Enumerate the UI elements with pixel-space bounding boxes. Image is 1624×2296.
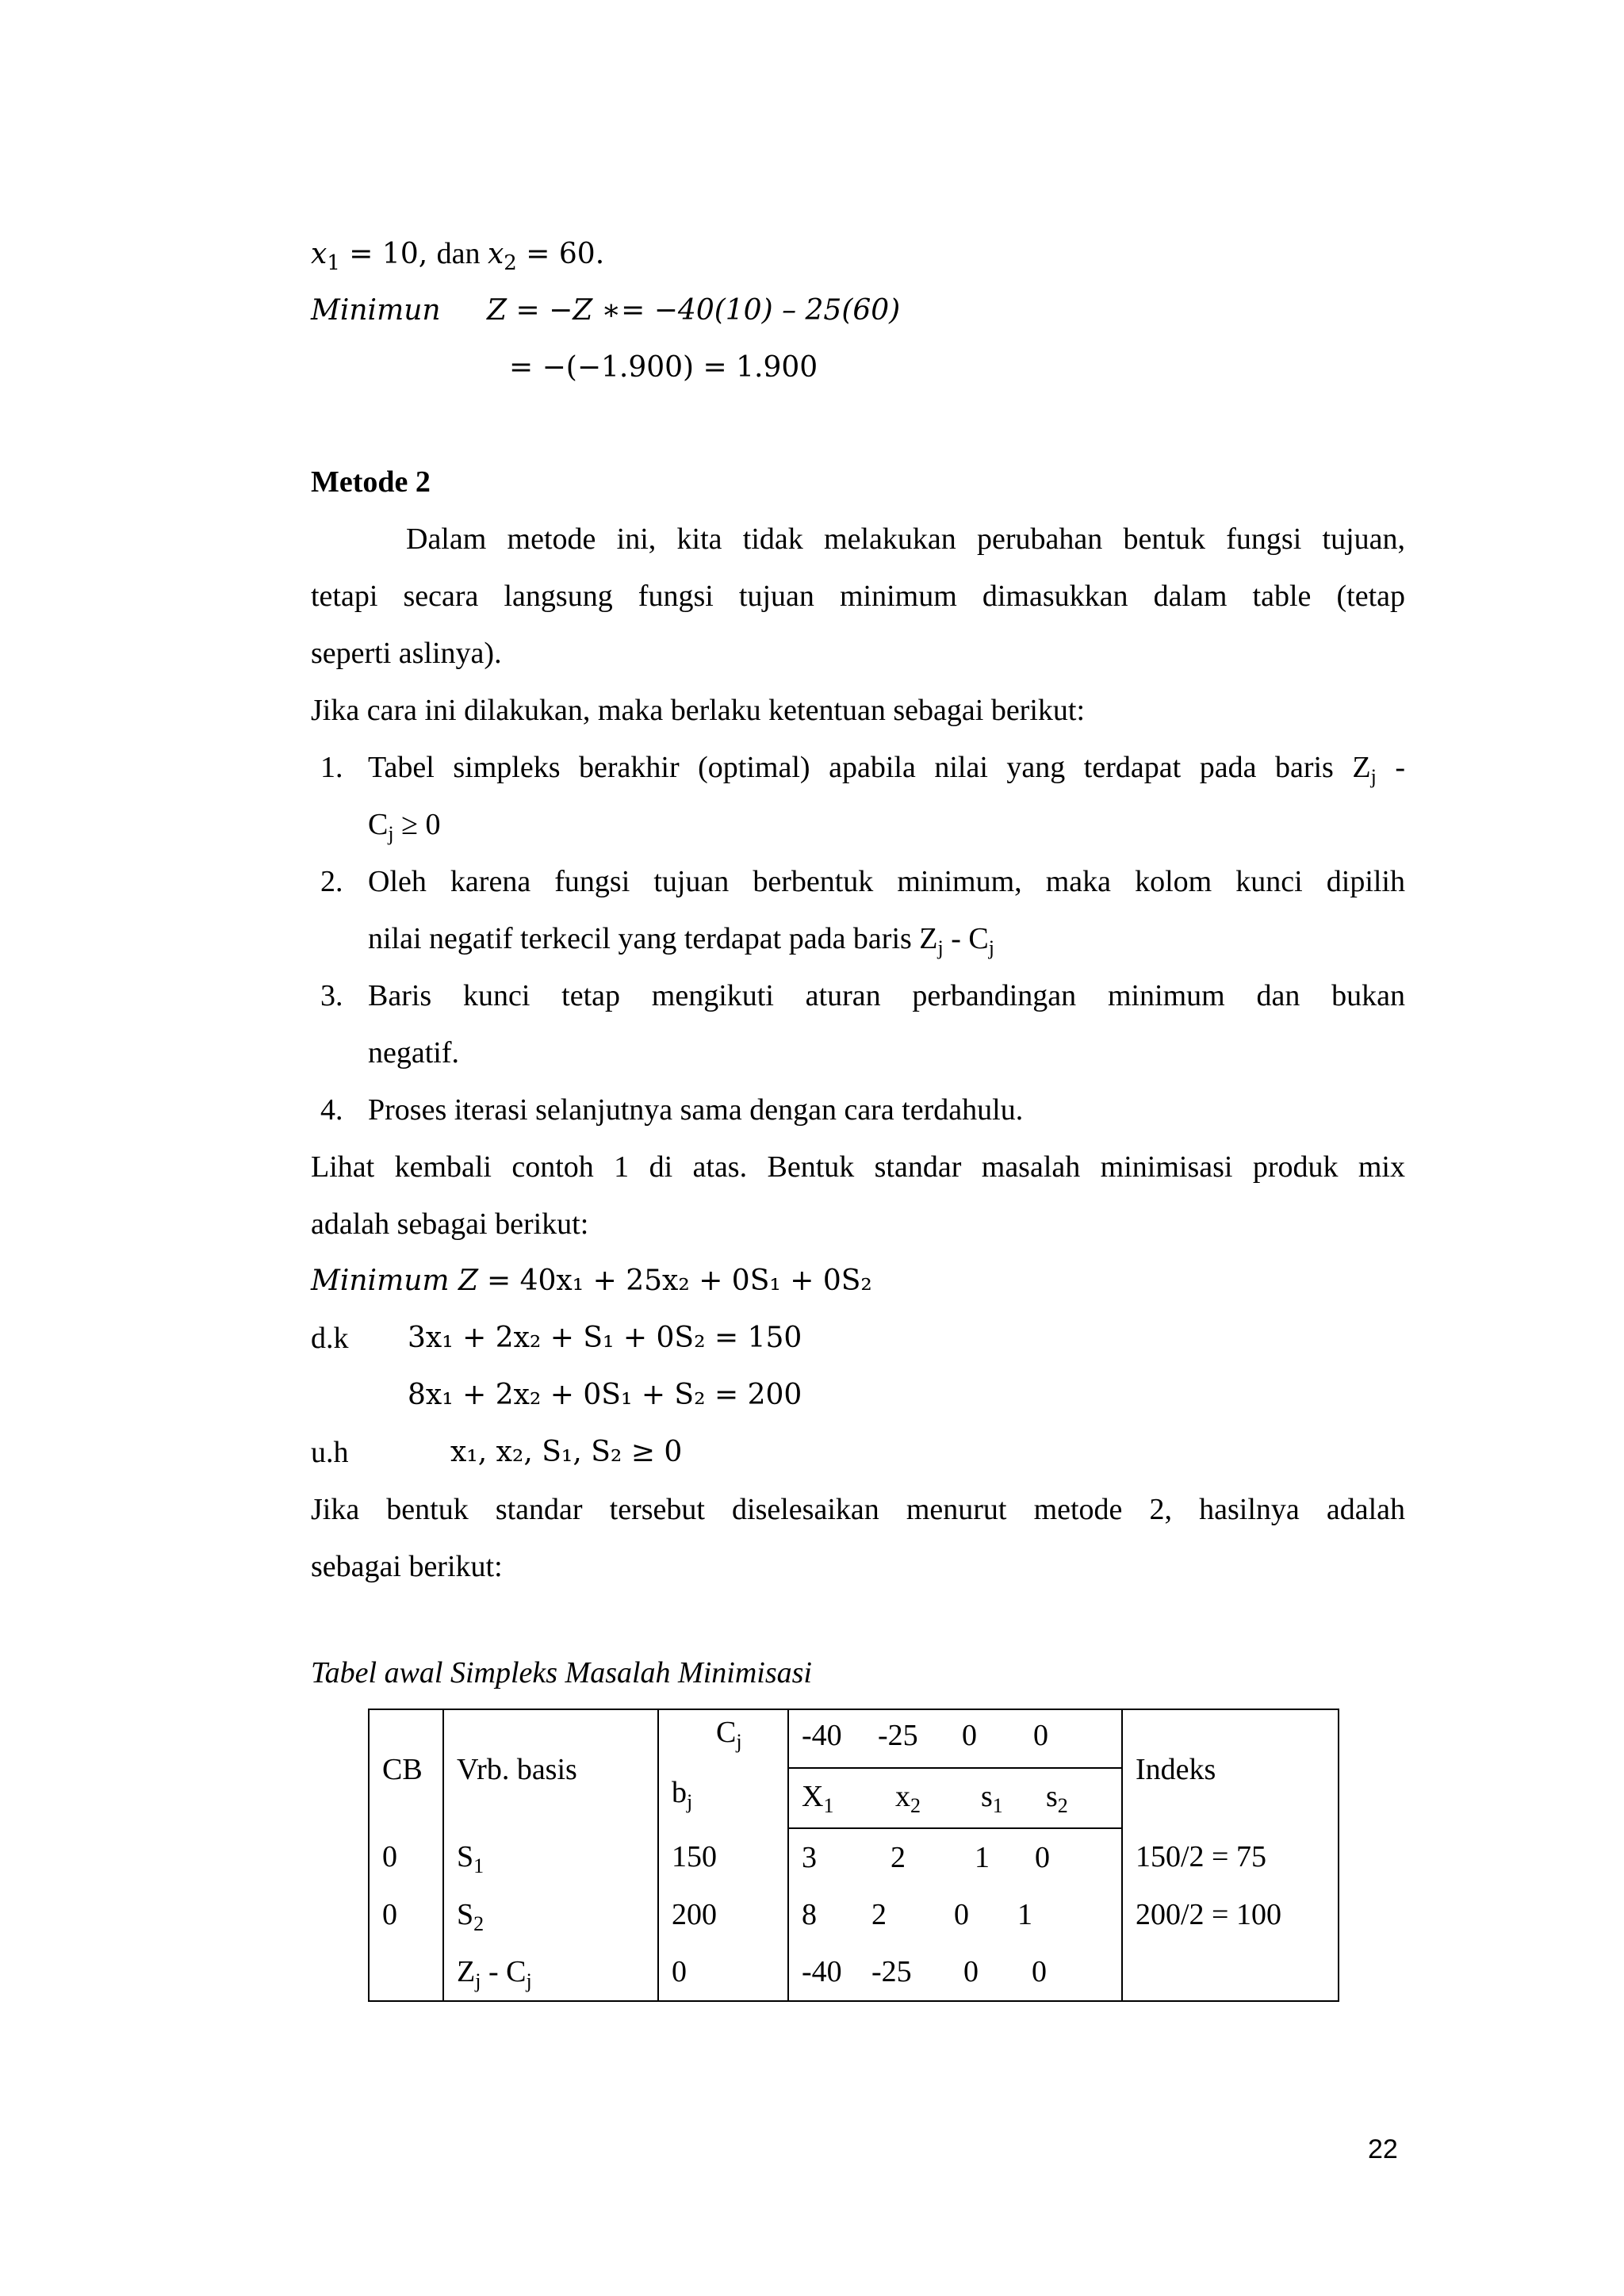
minimun-expression: Z = −Z ∗= −40(10) – 25(60): [487, 294, 901, 327]
paragraph-line: tetapi secara langsung fungsi tujuan minimum dimasukkan dalam table (tetap: [311, 580, 1405, 613]
table-row: 0 $S_2$ 200 8 2 0 1 200/2 = 100: [369, 1886, 1339, 1943]
header-cj-values: -40 -25 0 0: [788, 1709, 1122, 1768]
table-header-row: [369, 1709, 1339, 1768]
document-page: $x_1 = 10$, dan $x_2 = 60$. Minimun Z = −Z ∗= −40(10) – 25(60) = −(−1.900) = 1.900 Metode 2 Dalam metode ini, kita tidak melakukan perubahan bentuk fungsi tujuan, tetapi secara langsung fungsi tujuan minimum dimasukkan dalam table (tetap seperti aslinya). Jika cara ini dilakukan, maka berlaku ketentuan sebagai berikut: 1. Tabel simpleks berakhir (optimal) apabila nilai yang terdapat pada baris $Z_j$ - $C_j \ge 0$ 2. Oleh karena fungsi tujuan berbentuk minimum, maka kolom kunci dipilih nilai negatif terkecil yang terdapat pada baris $Z_j - C_j$ 3. Baris kunci tetap mengikuti aturan perbandingan minimum dan bukan negatif. 4. Proses iterasi selanjutnya sama dengan cara terdahulu. Lihat kembali contoh 1 di atas. Bentuk standar masalah minimisasi produk mix adalah sebagai berikut: Minimum Z = 40x₁ + 25x₂ + 0S₁ + 0S₂ d.k 3x₁ + 2x₂ + S₁ + 0S₂ = 150 8x₁ + 2x₂ + 0S₁ + S₂ = 200 u.h x₁, x₂, S₁, S₂ ≥ 0 Jika bentuk standar tersebut diselesaikan menurut metode 2, hasilnya adalah sebagai berikut: Tabel awal Simpleks Masalah Minimisasi CB Vrb. basis $C_j$ $b_j$ -40 -25 0 0 Indeks $X_1$ $x_2$ $s_1$ $s_2$ 0 $S_1$ 150 3 2 1 0 150/2 = 75 0 $S_2$ 200 8 2 0 1 200/2 = 100 $Z_j - C_j$ 0 -40 -25 0 0: [311, 0, 1405, 2296]
paragraph-line: Dalam metode ini, kita tidak melakukan perubahan bentuk fungsi tujuan,: [406, 522, 1405, 556]
solution-line: $x_1 = 10$, dan $x_2 = 60$.: [311, 237, 605, 275]
table-row: 0 $S_1$ 150 3 2 1 0 150/2 = 75: [369, 1828, 1339, 1886]
table-row: $Z_j - C_j$ 0 -40 -25 0 0: [369, 1943, 1339, 2001]
table-caption: Tabel awal Simpleks Masalah Minimisasi: [311, 1656, 812, 1689]
header-indeks: Indeks: [1122, 1709, 1339, 1828]
paragraph-line: Lihat kembali contoh 1 di atas. Bentuk standar masalah minimisasi produk mix: [311, 1150, 1405, 1184]
paragraph-line: sebagai berikut:: [311, 1550, 503, 1583]
nonnegativity-line: u.h x₁, x₂, S₁, S₂ ≥ 0: [311, 1436, 683, 1469]
objective-function: Minimum Z = 40x₁ + 25x₂ + 0S₁ + 0S₂: [311, 1265, 872, 1297]
constraint-line: 8x₁ + 2x₂ + 0S₁ + S₂ = 200: [408, 1379, 802, 1411]
page-number: 22: [1368, 2134, 1398, 2164]
header-cj-bj: $C_j$ $b_j$: [658, 1709, 788, 1828]
minimun-result: = −(−1.900) = 1.900: [509, 351, 818, 384]
header-cb: CB: [369, 1709, 443, 1828]
paragraph-line: Jika bentuk standar tersebut diselesaikan menurut metode 2, hasilnya adalah: [311, 1493, 1405, 1526]
paragraph-line: adalah sebagai berikut:: [311, 1207, 589, 1241]
header-vrb-basis: Vrb. basis: [443, 1709, 658, 1828]
constraint-line: d.k 3x₁ + 2x₂ + S₁ + 0S₂ = 150: [311, 1322, 802, 1355]
paragraph-line: Jika cara ini dilakukan, maka berlaku ketentuan sebagai berikut:: [311, 694, 1086, 727]
simplex-table: [368, 1709, 1339, 2002]
paragraph-line: seperti aslinya).: [311, 637, 502, 670]
minimun-line: Minimun Z = −Z ∗= −40(10) – 25(60): [311, 292, 441, 330]
section-heading: Metode 2: [311, 465, 431, 499]
header-variables: $X_1$ $x_2$ $s_1$ $s_2$: [788, 1768, 1122, 1828]
